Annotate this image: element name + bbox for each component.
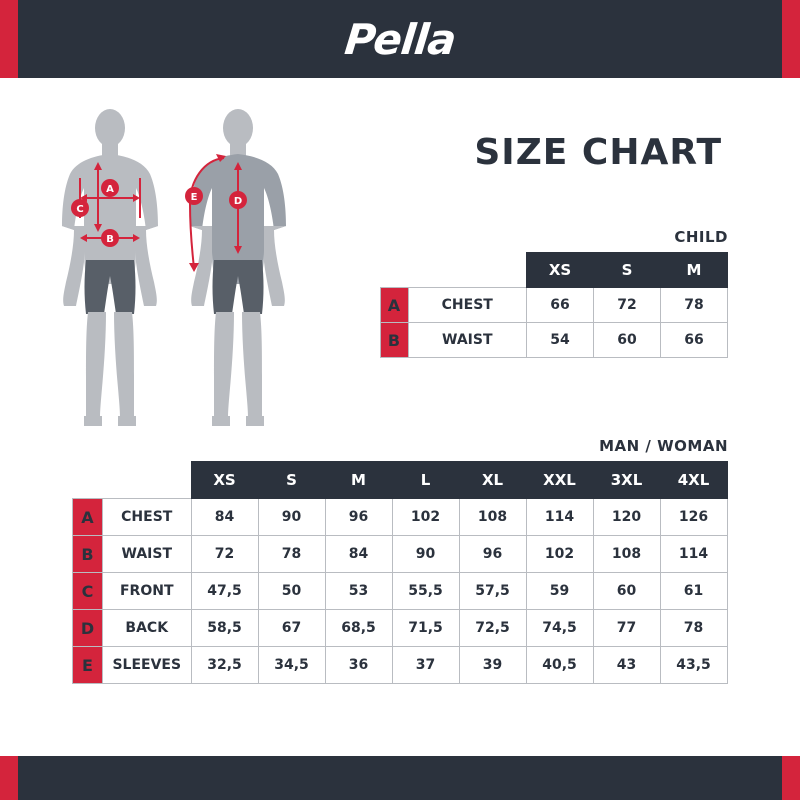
child-corner-label — [408, 253, 527, 288]
adult-corner-label — [103, 462, 192, 499]
adult-waist-l: 90 — [392, 536, 459, 573]
child-chest-xs: 66 — [527, 288, 594, 323]
adult-row-letter-e: E — [73, 647, 103, 684]
child-row-label-waist: WAIST — [408, 323, 527, 358]
child-table-caption: CHILD — [674, 228, 728, 246]
adult-chest-4xl: 126 — [660, 499, 727, 536]
adult-back-xxl: 74,5 — [526, 610, 593, 647]
table-row — [73, 610, 728, 647]
adult-chest-xl: 108 — [459, 499, 526, 536]
adult-front-xs: 47,5 — [191, 573, 258, 610]
adult-front-s: 50 — [258, 573, 325, 610]
adult-chest-m: 96 — [325, 499, 392, 536]
adult-row-label-back: BACK — [103, 610, 192, 647]
adult-sleeves-3xl: 43 — [593, 647, 660, 684]
adult-back-m: 68,5 — [325, 610, 392, 647]
child-chest-s: 72 — [594, 288, 661, 323]
adult-back-l: 71,5 — [392, 610, 459, 647]
back-figure — [185, 109, 286, 426]
adult-col-s: S — [258, 462, 325, 499]
adult-sleeves-xxl: 40,5 — [526, 647, 593, 684]
child-chest-m: 78 — [661, 288, 728, 323]
child-waist-s: 60 — [594, 323, 661, 358]
child-col-xs: XS — [527, 253, 594, 288]
adult-front-xxl: 59 — [526, 573, 593, 610]
brand-logo: Pella — [342, 14, 458, 64]
adult-chest-l: 102 — [392, 499, 459, 536]
adult-table-caption: MAN / WOMAN — [599, 437, 728, 455]
adult-sleeves-m: 36 — [325, 647, 392, 684]
body-measurement-figures — [40, 100, 370, 450]
adult-row-label-sleeves: SLEEVES — [103, 647, 192, 684]
table-row — [73, 536, 728, 573]
adult-row-label-chest: CHEST — [103, 499, 192, 536]
adult-col-4xl: 4XL — [660, 462, 727, 499]
adult-col-xs: XS — [191, 462, 258, 499]
adult-col-xl: XL — [459, 462, 526, 499]
adult-sleeves-s: 34,5 — [258, 647, 325, 684]
marker-a-label: A — [106, 184, 114, 195]
child-row-label-chest: CHEST — [408, 288, 527, 323]
adult-col-3xl: 3XL — [593, 462, 660, 499]
child-col-s: S — [594, 253, 661, 288]
adult-sleeves-4xl: 43,5 — [660, 647, 727, 684]
adult-corner-letter — [73, 462, 103, 499]
adult-back-xl: 72,5 — [459, 610, 526, 647]
header-accent-left — [0, 0, 18, 78]
marker-b-label: B — [106, 234, 114, 245]
adult-col-m: M — [325, 462, 392, 499]
marker-d-label: D — [233, 196, 243, 207]
adult-size-table — [72, 461, 728, 684]
front-figure — [62, 109, 158, 426]
adult-waist-xl: 96 — [459, 536, 526, 573]
adult-chest-s: 90 — [258, 499, 325, 536]
adult-sleeves-xs: 32,5 — [191, 647, 258, 684]
table-row — [73, 573, 728, 610]
page-header — [0, 0, 800, 78]
table-row — [73, 647, 728, 684]
child-col-m: M — [661, 253, 728, 288]
adult-back-3xl: 77 — [593, 610, 660, 647]
adult-front-xl: 57,5 — [459, 573, 526, 610]
adult-row-letter-c: C — [73, 573, 103, 610]
table-row — [380, 323, 728, 358]
adult-row-letter-a: A — [73, 499, 103, 536]
table-row — [73, 499, 728, 536]
adult-col-l: L — [392, 462, 459, 499]
adult-waist-s: 78 — [258, 536, 325, 573]
adult-chest-xs: 84 — [191, 499, 258, 536]
page-title: SIZE CHART — [474, 132, 722, 173]
adult-waist-xxl: 102 — [526, 536, 593, 573]
adult-front-3xl: 60 — [593, 573, 660, 610]
header-accent-right — [782, 0, 800, 78]
adult-row-label-waist: WAIST — [103, 536, 192, 573]
adult-waist-xs: 72 — [191, 536, 258, 573]
adult-front-4xl: 61 — [660, 573, 727, 610]
child-table-header-row — [380, 253, 728, 288]
adult-sleeves-l: 37 — [392, 647, 459, 684]
adult-front-m: 53 — [325, 573, 392, 610]
child-waist-xs: 54 — [527, 323, 594, 358]
table-row — [380, 288, 728, 323]
child-corner-letter — [380, 253, 408, 288]
adult-table-header-row — [73, 462, 728, 499]
adult-col-xxl: XXL — [526, 462, 593, 499]
marker-e-label: E — [190, 192, 198, 203]
child-waist-m: 66 — [661, 323, 728, 358]
figures-svg — [40, 100, 370, 450]
adult-waist-m: 84 — [325, 536, 392, 573]
marker-c-label: C — [76, 204, 84, 215]
adult-row-letter-b: B — [73, 536, 103, 573]
child-row-letter-b: B — [380, 323, 408, 358]
adult-row-label-front: FRONT — [103, 573, 192, 610]
adult-back-s: 67 — [258, 610, 325, 647]
adult-row-letter-d: D — [73, 610, 103, 647]
adult-back-xs: 58,5 — [191, 610, 258, 647]
child-row-letter-a: A — [380, 288, 408, 323]
adult-chest-xxl: 114 — [526, 499, 593, 536]
adult-front-l: 55,5 — [392, 573, 459, 610]
footer-accent-right — [782, 756, 800, 800]
adult-sleeves-xl: 39 — [459, 647, 526, 684]
child-size-table — [380, 252, 729, 358]
adult-waist-3xl: 108 — [593, 536, 660, 573]
adult-back-4xl: 78 — [660, 610, 727, 647]
adult-chest-3xl: 120 — [593, 499, 660, 536]
page-footer — [0, 756, 800, 800]
adult-waist-4xl: 114 — [660, 536, 727, 573]
footer-accent-left — [0, 756, 18, 800]
